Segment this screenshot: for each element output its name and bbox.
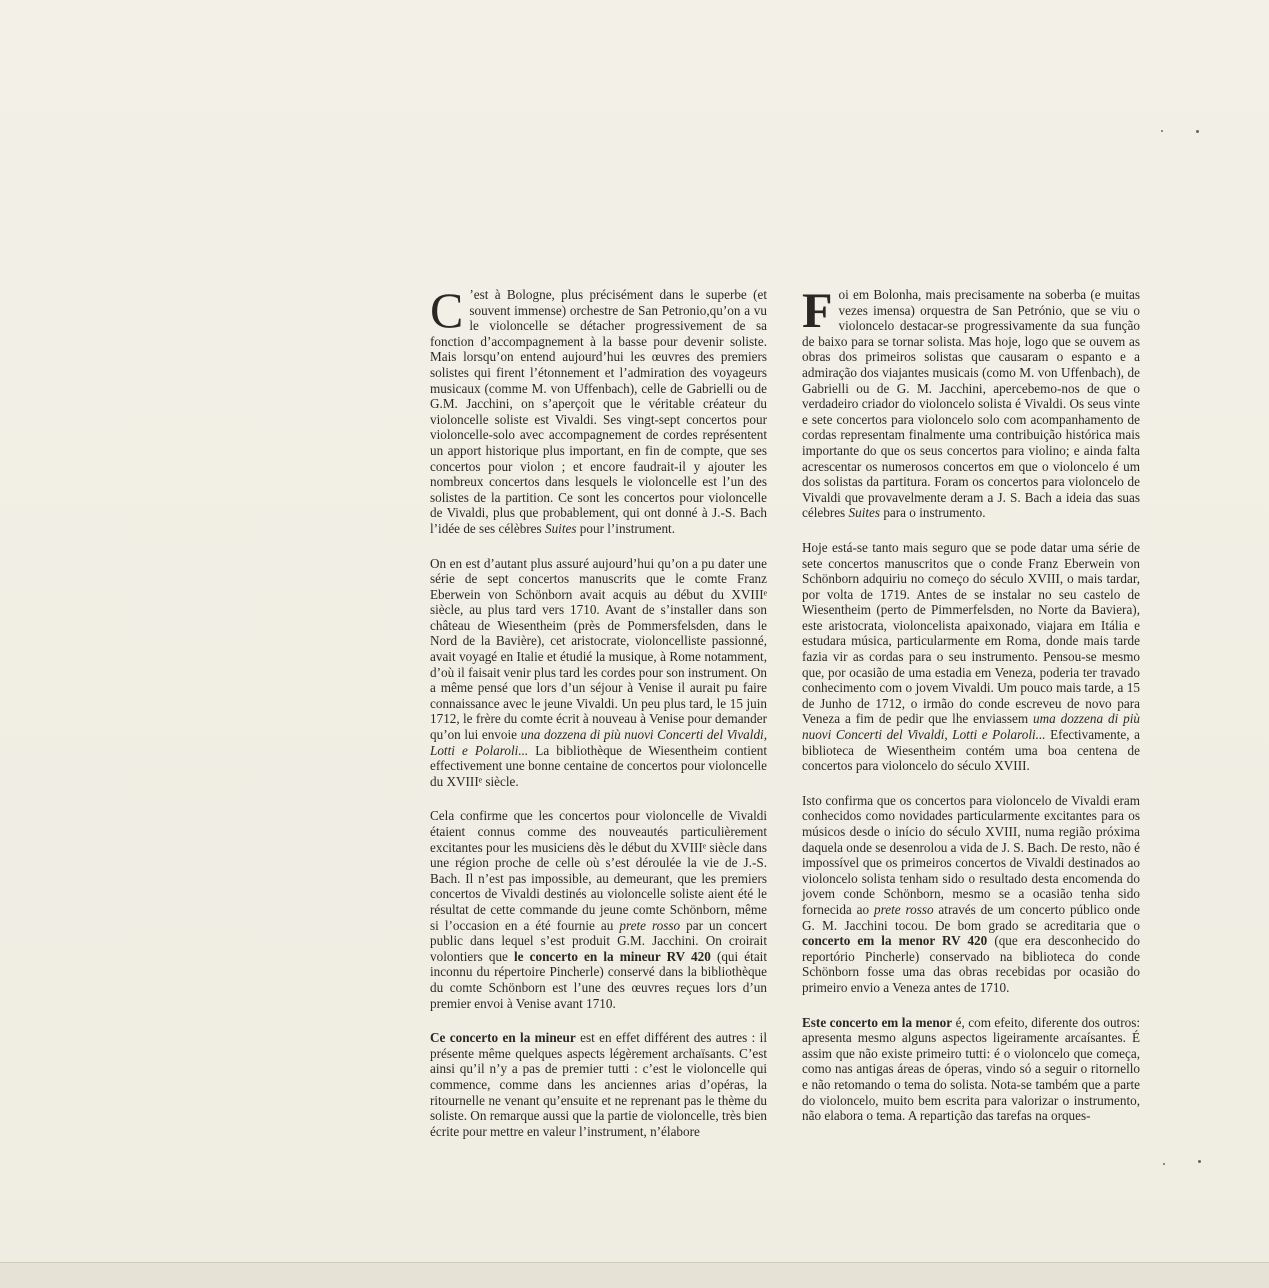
paper-speck [1196, 130, 1199, 133]
french-paragraph-1: C ’est à Bologne, plus précisément dans le superbe (et souvent immense) orchestre de San Petronio,qu’on a vu le violoncelle se détacher progressivement de sa fonction d’accompagnement à la basse pour devenir soliste. Mais lorsqu’on entend aujourd’hui les œuvres des premiers solistes qui firent l’étonnement et l’admiration des voyageurs musicaux (comme M. von Uffenbach), celle de Gabrielli ou de G.M. Jacchini, on s’aperçoit que le véritable créateur du violoncelle soliste est Vivaldi. Ses vingt-sept concertos pour violoncelle-solo avec accompagnement de cordes représentent un apport historique plus important, en fin de compte, que ses concertos pour violon ; et encore faudrait-il y ajouter les nombreux concertos dans lesquels le violoncelle est l’un des solistes de la partition. Ce sont les concertos pour violoncelle de Vivaldi, plus que probablement, qui ont donné à J.-S. Bach l’idée de ses célèbres Suites pour l’instrument. [430, 282, 767, 536]
french-column [430, 282, 767, 1158]
french-paragraph-4: Ce concerto en la mineur est en effet différent des autres : il présente même quelques aspects légèrement archaïsants. C’est ainsi qu’il n’y a pas de premier tutti : c’est le violoncelle qui commence, comme dans les anciennes arias d’opéras, la ritournelle ne venant qu’ensuite et ne reprenant pas le thème du soliste. On remarque aussi que la partie de violoncelle, très bien écrite pour mettre en valeur l’instrument, n’élabore [430, 1030, 767, 1139]
portuguese-paragraph-1: Foi em Bolonha, mais precisamente na soberba (e muitas vezes imensa) orquestra de San Petrónio, que se viu o violoncelo destacar-se progressivamente da sua função de baixo para se tornar solista. Mas hoje, logo que se ouvem as obras dos primeiros solistas que causaram o espanto e a admiração dos viajantes musicais (como M. von Uffenbach), de Gabrielli ou de G. M. Jacchini, apercebemo-nos de que o verdadeiro criador do violoncelo solista é Vivaldi. Os seus vinte e sete concertos para violoncelo solo com acompanhamento de cordas representam finalmente uma contribuição histórica mais importante do que os seus concertos para violino; e ainda falta acrescentar os numerosos concertos em que o violoncelo é um dos solistas da partitura. Foram os concertos para violoncelo de Vivaldi que provavelmente deram a J. S. Bach a ideia das suas célebres Suites para o instrumento. [802, 282, 1140, 521]
portuguese-paragraph-4: Este concerto em la menor é, com efeito, diferente dos outros: apresenta mesmo alguns aspectos ligeiramente arcaísantes. É assim que não existe primeiro tutti: é o violoncelo que começa, como nas antigas áreas de óperas, vindo só a seguir o ritornello e não retomando o tema do solista. Nota-se também que a parte do violoncelo, muito bem escrita para valorizar o instrumento, não elabora o tema. A repartição das tarefas na orques- [802, 1014, 1141, 1124]
french-paragraph-3: Cela confirme que les concertos pour violoncelle de Vivaldi étaient connus comme des nouveautés particulièrement excitantes pour les musiciens dès le début du XVIIIᵉ siècle dans une région proche de celle où s’est déroulée la vie de J.-S. Bach. Il n’est pas impossible, au demeurant, que les premiers concertos de Vivaldi destinés au violoncelle soliste aient été le résultat de cette commande du jeune comte Schönborn, même si l’occasion en a été fournie au prete rosso par un concert public dans lequel s’est produit G.M. Jacchini. On croirait volontiers que le concerto en la mineur RV 420 (qui était inconnu du répertoire Pincherle) conservé dans la bibliothèque du comte Schönborn est l’une des œuvres reçues lors d’un premier envoi à Venise avant 1710. [430, 808, 767, 1011]
paper-speck [1161, 130, 1163, 132]
paper-speck [1163, 1163, 1165, 1165]
portuguese-column [802, 282, 1141, 1143]
portuguese-paragraph-3: Isto confirma que os concertos para violoncelo de Vivaldi eram conhecidos como novidades particularmente excitantes para os músicos desde o início do século XVIII, numa região próxima daquela onde se desenrolou a vida de J. S. Bach. De resto, não é impossível que os primeiros concertos de Vivaldi destinados ao violoncelo solista tenham sido o resultado desta encomenda do jovem conde Schönborn, mesmo se a ocasião tenha sido fornecida ao prete rosso através de um concerto público onde G. M. Jacchini tocou. De bom grado se acreditaria que o concerto em la menor RV 420 (que era desconhecido do reportório Pincherle) conservado na biblioteca do conde Schönborn fosse uma das obras recebidas por ocasião do primeiro envio a Veneza antes de 1710. [802, 792, 1141, 995]
portuguese-paragraph-2: Hoje está-se tanto mais seguro que se pode datar uma série de sete concertos manuscritos que o conde Franz Eberwein von Schönborn adquiriu no começo do século XVIII, o mais tardar, por volta de 1719. Antes de se instalar no seu castelo de Wiesentheim (perto de Pimmerfelsden, no Norte da Baviera), este aristocrata, violoncelista apaixonado, viajara em Itália e estudara música, particularmente em Roma, donde mais tarde fazia vir as cordas para o seu instrumento. Pensou-se mesmo que, por ocasião de uma estadia em Veneza, poderia ter travado conhecimento com o jovem Vivaldi. Um pouco mais tarde, a 15 de Junho de 1712, o irmão do conde escreveu de novo para Veneza a fim de pedir que lhe enviassem uma dozzena di più nuovi Concerti del Vivaldi, Lotti e Polaroli... Efectivamente, a biblioteca de Wiesentheim contém uma boa centena de concertos para violoncelo do século XVIII. [802, 539, 1140, 774]
paper-speck [1198, 1160, 1201, 1163]
drop-cap: C [430, 282, 464, 338]
page-bottom-edge [0, 1262, 1269, 1288]
drop-cap: F [802, 282, 833, 338]
french-paragraph-2: On en est d’autant plus assuré aujourd’hui qu’on a pu dater une série de sept concertos manuscrits que le comte Franz Eberwein von Schönborn avait acquis au début du XVIIIᵉ siècle, au plus tard vers 1710. Avant de s’installer dans son château de Wiesentheim (près de Pommersfelsden, dans le Nord de la Bavière), cet aristocrate, violoncelliste passionné, avait voyagé en Italie et étudié la musique, à Rome notamment, d’où il faisait venir plus tard les cordes pour son instrument. On a même pensé que lors d’un séjour à Venise il aurait pu faire connaissance avec le jeune Vivaldi. Un peu plus tard, le 15 juin 1712, le frère du comte écrit à nouveau à Venise pour demander qu’on lui envoie una dozzena di più nuovi Concerti del Vivaldi, Lotti e Polaroli... La bibliothèque de Wiesentheim contient effectivement une bonne centaine de concertos pour violoncelle du XVIIIᵉ siècle. [430, 555, 767, 789]
